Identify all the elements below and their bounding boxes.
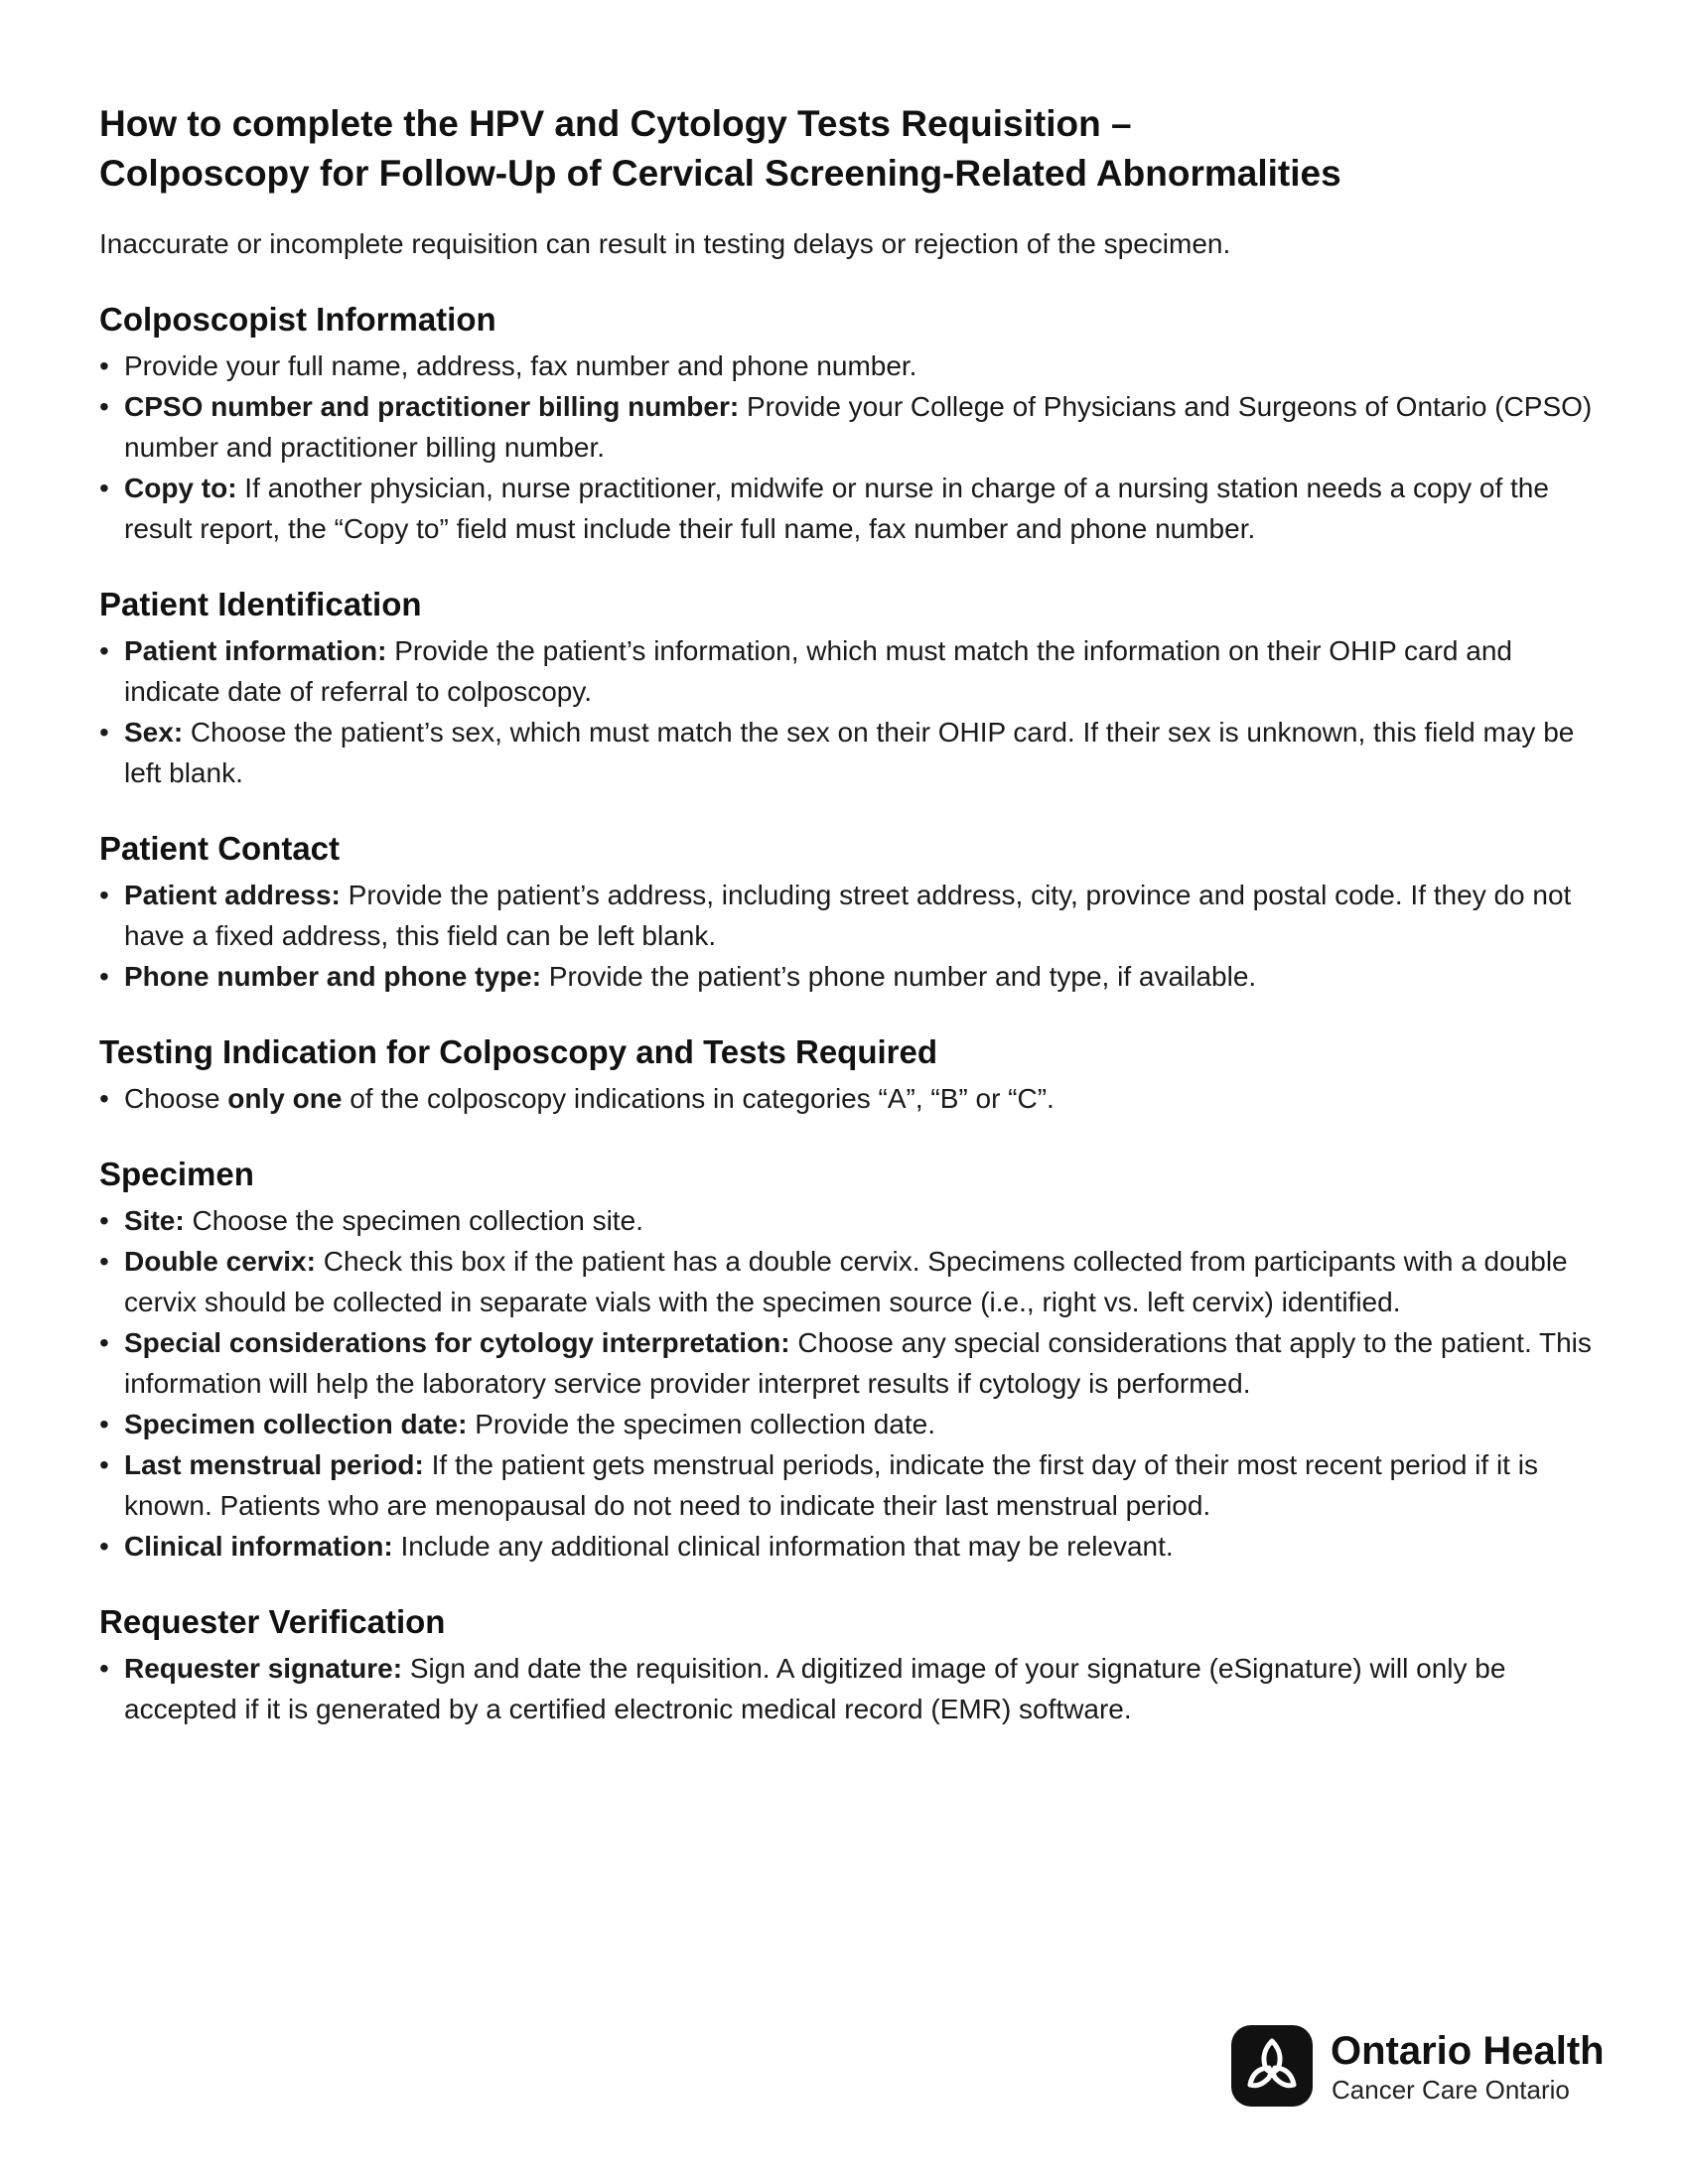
bullet-text: Provide the patient’s phone number and type, if available. [541, 961, 1257, 992]
section-specimen [99, 1153, 1609, 1567]
bullet-label: Copy to: [124, 473, 237, 503]
bullet-item [99, 345, 1609, 386]
bullet-label: Double cervix: [124, 1246, 316, 1277]
bullet-item [99, 956, 1609, 997]
bullet-label: Last menstrual period: [124, 1449, 424, 1480]
bullet-label: Sex: [124, 717, 184, 748]
bullet-list [99, 1200, 1609, 1567]
bullet-item [99, 1648, 1609, 1729]
bullet-item [99, 1322, 1609, 1404]
bullet-item [99, 1200, 1609, 1241]
bullet-item [99, 875, 1609, 956]
bullet-text: Provide the patient’s address, including street address, city, province and postal code. If they do not have a fixed address, this field can be left blank. [124, 880, 1572, 951]
section-heading: Colposcopist Information [99, 301, 496, 338]
bullet-item [99, 468, 1609, 549]
section-colposcopist-information [99, 298, 1609, 549]
bullet-item [99, 1526, 1609, 1567]
ontario-health-logo [1231, 2025, 1628, 2115]
bullet-text: Include any additional clinical information that may be relevant. [392, 1531, 1174, 1562]
logo-subtitle: Cancer Care Ontario [1332, 2075, 1570, 2105]
title-line-2: Colposcopy for Follow-Up of Cervical Screening-Related Abnormalities [99, 153, 1341, 194]
bullet-label: Special considerations for cytology interpretation: [124, 1327, 790, 1358]
bullet-item [99, 1444, 1609, 1526]
bullet-text: of the colposcopy indications in categories “A”, “B” or “C”. [342, 1083, 1055, 1114]
bullet-list [99, 1648, 1609, 1729]
bullet-label: Patient information: [124, 635, 387, 666]
intro-text: Inaccurate or incomplete requisition can result in testing delays or rejection of the specimen. [99, 228, 1231, 259]
section-requester-verification [99, 1600, 1609, 1729]
bullet-label: Site: [124, 1205, 185, 1236]
bullet-text: Provide the patient’s information, which must match the information on their OHIP card and indicate date of referral to colposcopy. [124, 635, 1512, 707]
bullet-label: Specimen collection date: [124, 1409, 468, 1439]
document-title [99, 99, 1609, 199]
bullet-text: Provide the specimen collection date. [467, 1409, 936, 1439]
bullet-text: Provide your College of Physicians and Surgeons of Ontario (CPSO) number and practitioner billing number. [124, 391, 1593, 463]
bullet-list [99, 630, 1609, 793]
bullet-text: Provide your full name, address, fax number and phone number. [124, 350, 917, 381]
bullet-text: If another physician, nurse practitioner, midwife or nurse in charge of a nursing station needs a copy of the result report, the “Copy to” field must include their full name, fax number and phone number. [124, 473, 1549, 544]
section-heading: Patient Contact [99, 830, 341, 867]
bullet-item [99, 1241, 1609, 1322]
section-testing-indication [99, 1030, 1609, 1119]
bullet-label: Patient address: [124, 880, 341, 910]
bullet-label: Clinical information: [124, 1531, 393, 1562]
bullet-text: Choose [124, 1083, 228, 1114]
bullet-item [99, 1078, 1609, 1119]
section-patient-identification [99, 583, 1609, 793]
bullet-text: Sign and date the requisition. A digitized image of your signature (eSignature) will only be accepted if it is generated by a certified electronic medical record (EMR) software. [124, 1653, 1506, 1724]
bullet-text: Choose the patient’s sex, which must match the sex on their OHIP card. If their sex is unknown, this field may be left blank. [124, 717, 1575, 788]
bullet-text: Check this box if the patient has a double cervix. Specimens collected from participants with a double cervix should be collected in separate vials with the specimen source (i.e., right vs. left cervix) identified. [124, 1246, 1568, 1317]
bullet-item [99, 1404, 1609, 1444]
bullet-emphasis: only one [227, 1083, 343, 1114]
section-heading: Patient Identification [99, 586, 422, 622]
bullet-list [99, 875, 1609, 997]
title-line-1: How to complete the HPV and Cytology Tests Requisition – [99, 103, 1132, 144]
section-heading: Specimen [99, 1156, 254, 1192]
logo-name: Ontario Health [1331, 2029, 1605, 2073]
bullet-item [99, 712, 1609, 793]
section-patient-contact [99, 827, 1609, 997]
bullet-item [99, 386, 1609, 468]
bullet-label: Phone number and phone type: [124, 961, 542, 992]
document-page [99, 99, 1609, 1729]
trillium-logo-icon [1231, 2025, 1313, 2107]
bullet-list [99, 345, 1609, 549]
bullet-item [99, 630, 1609, 712]
bullet-text: If the patient gets menstrual periods, indicate the first day of their most recent period if it is known. Patients who are menopausal do not need to indicate their last menstrual period. [124, 1449, 1538, 1521]
bullet-text: Choose the specimen collection site. [184, 1205, 643, 1236]
bullet-text: Choose any special considerations that apply to the patient. This information will help the laboratory service provider interpret results if cytology is performed. [124, 1327, 1592, 1399]
section-heading: Testing Indication for Colposcopy and Tests Required [99, 1033, 938, 1070]
bullet-list [99, 1078, 1609, 1119]
bullet-label: Requester signature: [124, 1653, 403, 1684]
bullet-label: CPSO number and practitioner billing number: [124, 391, 740, 422]
section-heading: Requester Verification [99, 1603, 446, 1640]
